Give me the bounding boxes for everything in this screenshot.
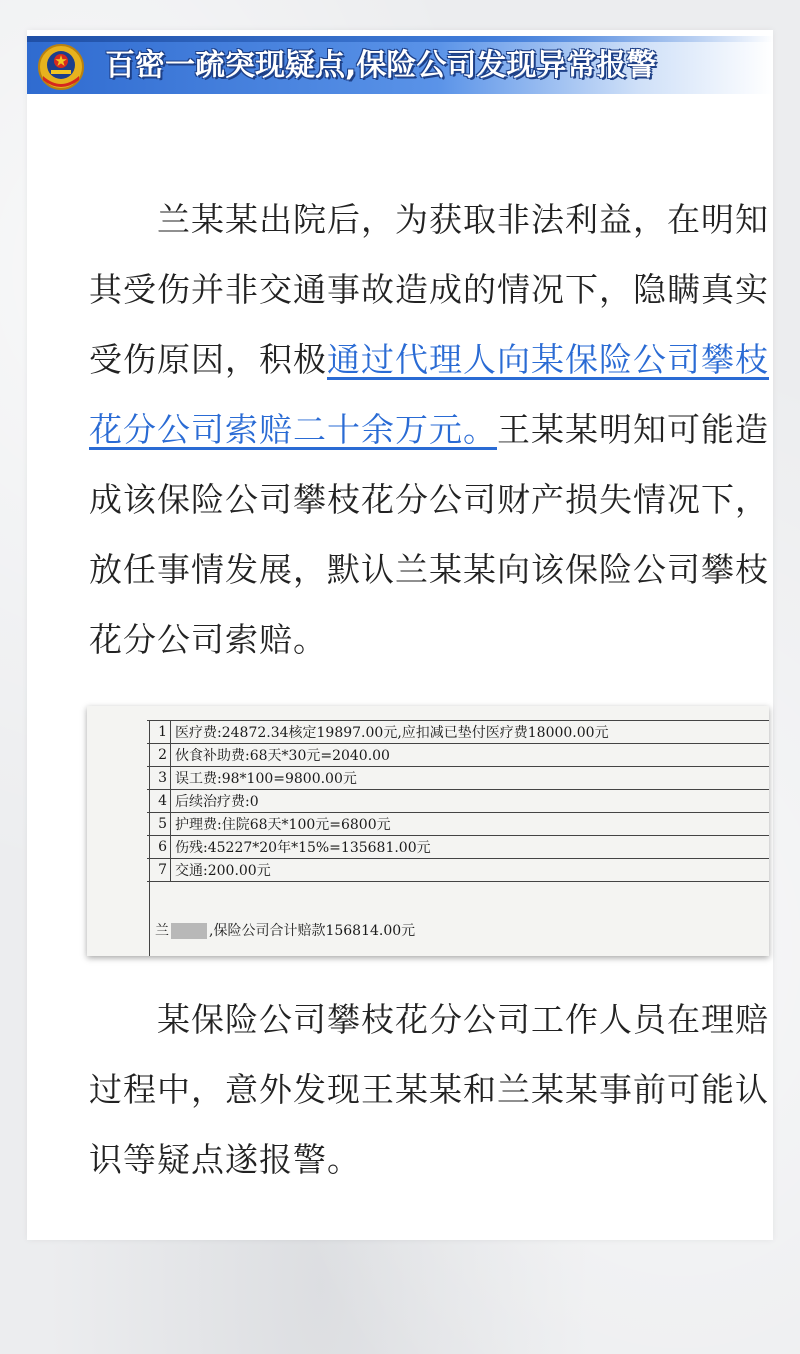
section-banner [27,36,773,94]
table-row [147,721,769,744]
row-number: 4 [147,790,171,813]
row-number: 1 [147,721,171,744]
table-row [147,767,769,790]
paragraph-text-before: 兰某某出院后，为获取非法利益，在明知其受伤并非交通事故造成的情况下，隐瞒真实受伤原因，积极 [89,200,769,379]
row-text: 误工费:98*100=9800.00元 [171,767,770,790]
article-card [27,30,773,1240]
table-row [147,790,769,813]
claim-link[interactable]: 通过代理人向某保险公司攀枝花分公司索赔二十余万元。 [89,340,769,449]
police-emblem-icon [35,40,87,92]
table-row [147,859,769,882]
table-row [147,836,769,859]
paragraph-text-after: 王某某明知可能造成该保险公司攀枝花分公司财产损失情况下，放任事情发展，默认兰某某向该保险公司攀枝花分公司索赔。 [89,410,769,659]
paragraph-claim [89,185,769,675]
table-row [147,744,769,767]
row-text: 医疗费:24872.34核定19897.00元,应扣减已垫付医疗费18000.00元 [171,721,770,744]
table-row [147,813,769,836]
compensation-table [147,720,769,882]
row-text: 伤残:45227*20年*15%=135681.00元 [171,836,770,859]
compensation-total [155,920,415,940]
banner-title: 百密一疏突现疑点,保险公司发现异常报警 [105,48,657,83]
row-number: 2 [147,744,171,767]
total-prefix: 兰 [155,923,169,939]
redacted-name [171,923,207,939]
total-text: ,保险公司合计赔款156814.00元 [209,923,416,939]
row-number: 3 [147,767,171,790]
row-text: 交通:200.00元 [171,859,770,882]
row-number: 7 [147,859,171,882]
row-text: 伙食补助费:68天*30元=2040.00 [171,744,770,767]
paragraph-report: 某保险公司攀枝花分公司工作人员在理赔过程中，意外发现王某某和兰某某事前可能认识等疑点遂报警。 [89,1000,769,1179]
row-text: 后续治疗费:0 [171,790,770,813]
compensation-document-image [87,706,769,956]
row-text: 护理费:住院68天*100元=6800元 [171,813,770,836]
row-number: 5 [147,813,171,836]
row-number: 6 [147,836,171,859]
